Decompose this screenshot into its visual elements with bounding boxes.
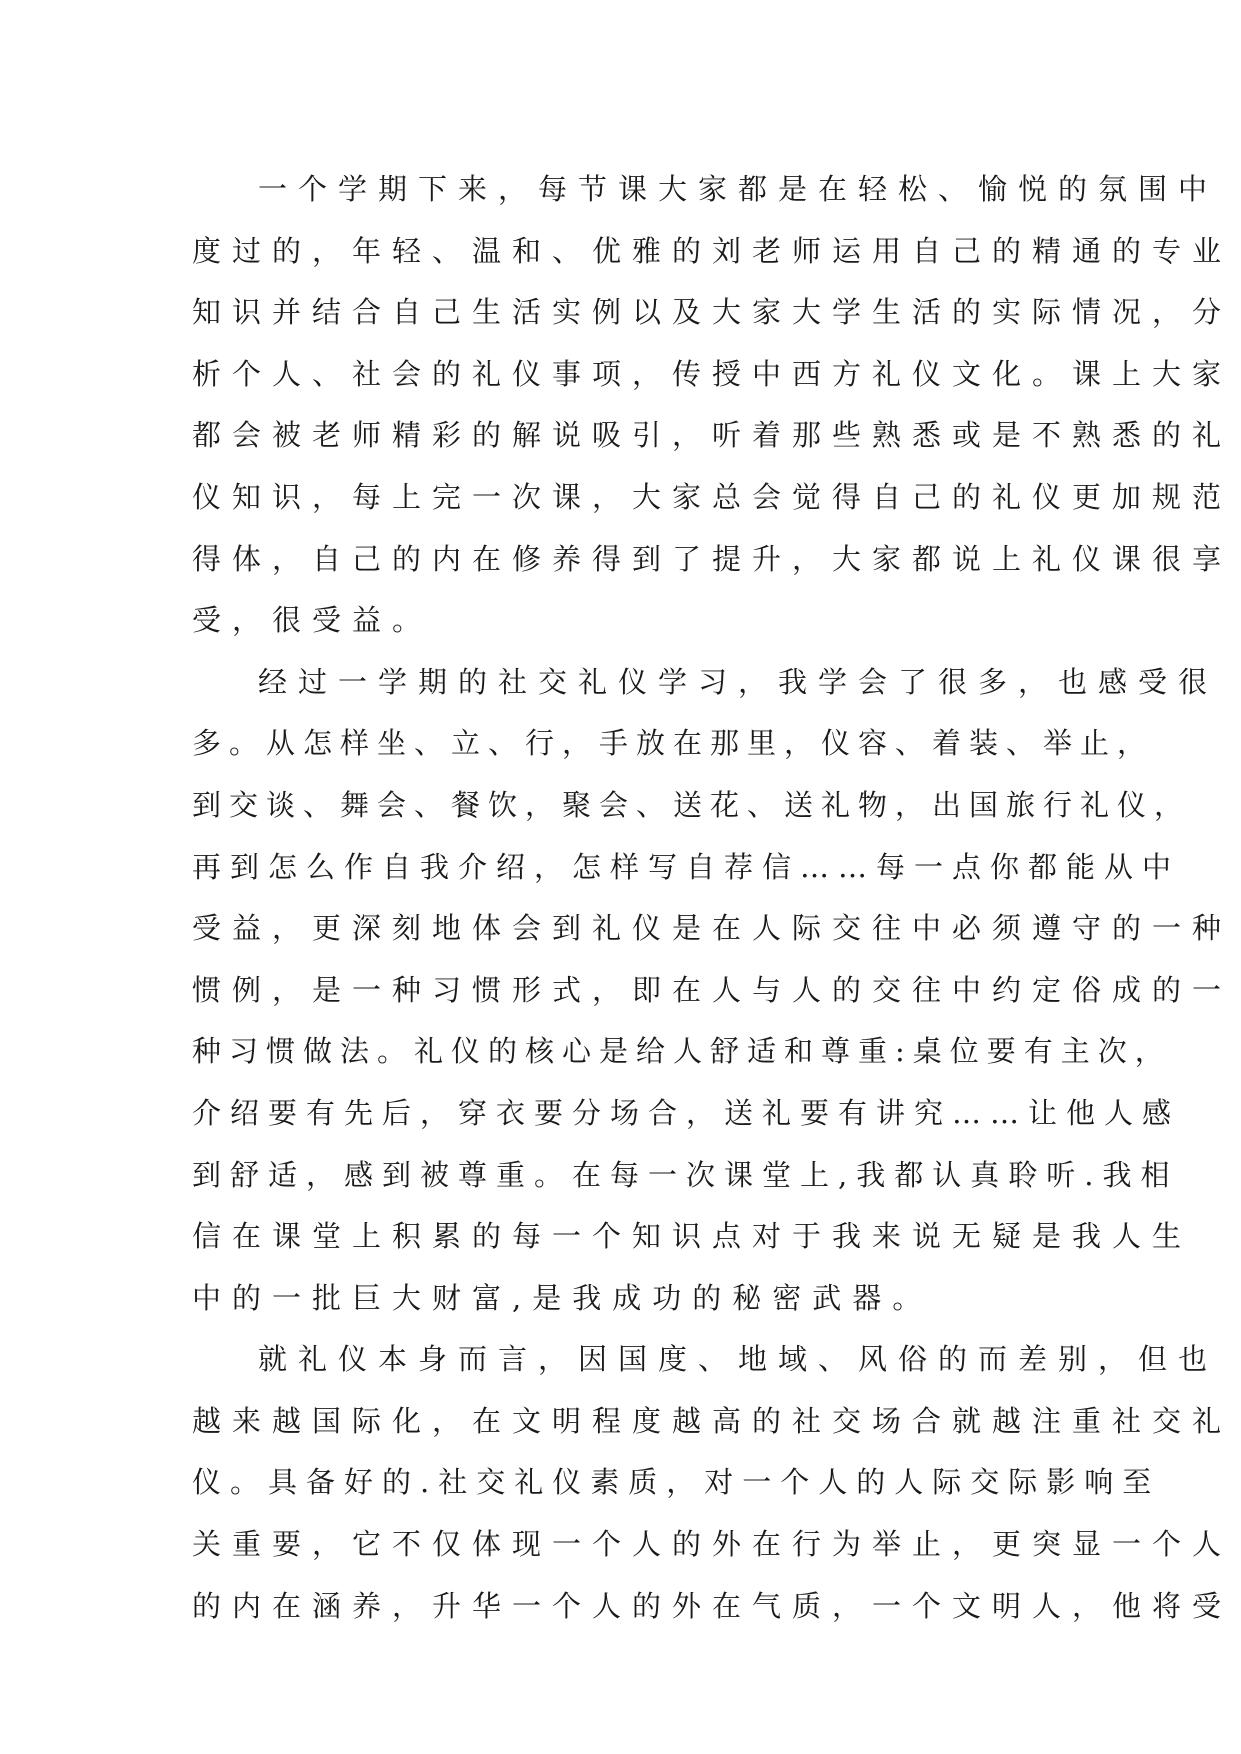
paragraph-2-line-7: 种习惯做法。礼仪的核心是给人舒适和尊重:桌位要有主次， [192, 1034, 1172, 1069]
paragraph-2-line-1: 经过一学期的社交礼仪学习，我学会了很多，也感受很 [258, 664, 1219, 699]
paragraph-3-line-3: 仪。具备好的.社交礼仪素质，对一个人的人际交际影响至 [192, 1465, 1161, 1500]
paragraph-1-line-8: 受，很受益。 [192, 603, 433, 638]
paragraph-1-line-1: 一个学期下来，每节课大家都是在轻松、愉悦的氛围中 [258, 172, 1219, 206]
paragraph-3-line-4: 关重要，它不仅体现一个人的外在行为举止，更突显一个人 [192, 1527, 1233, 1562]
paragraph-1-line-3: 知识并结合自己生活实例以及大家大学生活的实际情况，分 [192, 295, 1233, 330]
paragraph-1-line-4: 析个人、社会的礼仪事项，传授中西方礼仪文化。课上大家 [192, 356, 1233, 391]
paragraph-2-line-3: 到交谈、舞会、餐饮，聚会、送花、送礼物，出国旅行礼仪， [192, 787, 1192, 822]
paragraph-2-line-2: 多。从怎样坐、立、行，手放在那里，仪容、着装、举止， [192, 726, 1155, 761]
paragraph-3-line-1: 就礼仪本身而言，因国度、地域、风俗的而差别，但也 [258, 1342, 1219, 1377]
paragraph-3-line-2: 越来越国际化，在文明程度越高的社交场合就越注重社交礼 [192, 1403, 1233, 1438]
paragraph-2-line-10: 信在课堂上积累的每一个知识点对于我来说无疑是我人生 [192, 1219, 1193, 1254]
paragraph-2-line-6: 惯例，是一种习惯形式，即在人与人的交往中约定俗成的一 [192, 972, 1233, 1007]
paragraph-1-line-5: 都会被老师精彩的解说吸引，听着那些熟悉或是不熟悉的礼 [192, 418, 1233, 453]
paragraph-2-line-5: 受益，更深刻地体会到礼仪是在人际交往中必须遵守的一种 [192, 911, 1233, 946]
paragraph-2-line-4: 再到怎么作自我介绍，怎样写自荐信……每一点你都能从中 [192, 849, 1181, 884]
paragraph-2-line-9: 到舒适，感到被尊重。在每一次课堂上,我都认真聆听.我相 [192, 1157, 1179, 1192]
paragraph-2-line-11: 中的一批巨大财富,是我成功的秘密武器。 [192, 1280, 933, 1315]
paragraph-1-line-6: 仪知识，每上完一次课，大家总会觉得自己的礼仪更加规范 [192, 479, 1233, 514]
paragraph-3-line-5: 的内在涵养，升华一个人的外在气质，一个文明人，他将受 [192, 1588, 1233, 1623]
body-text [192, 159, 1233, 1637]
paragraph-2-line-8: 介绍要有先后，穿衣要分场合，送礼要有讲究……让他人感 [192, 1095, 1181, 1130]
paragraph-1-line-2: 度过的，年轻、温和、优雅的刘老师运用自己的精通的专业 [192, 233, 1233, 268]
paragraph-1-line-7: 得体，自己的内在修养得到了提升，大家都说上礼仪课很享 [192, 541, 1233, 576]
